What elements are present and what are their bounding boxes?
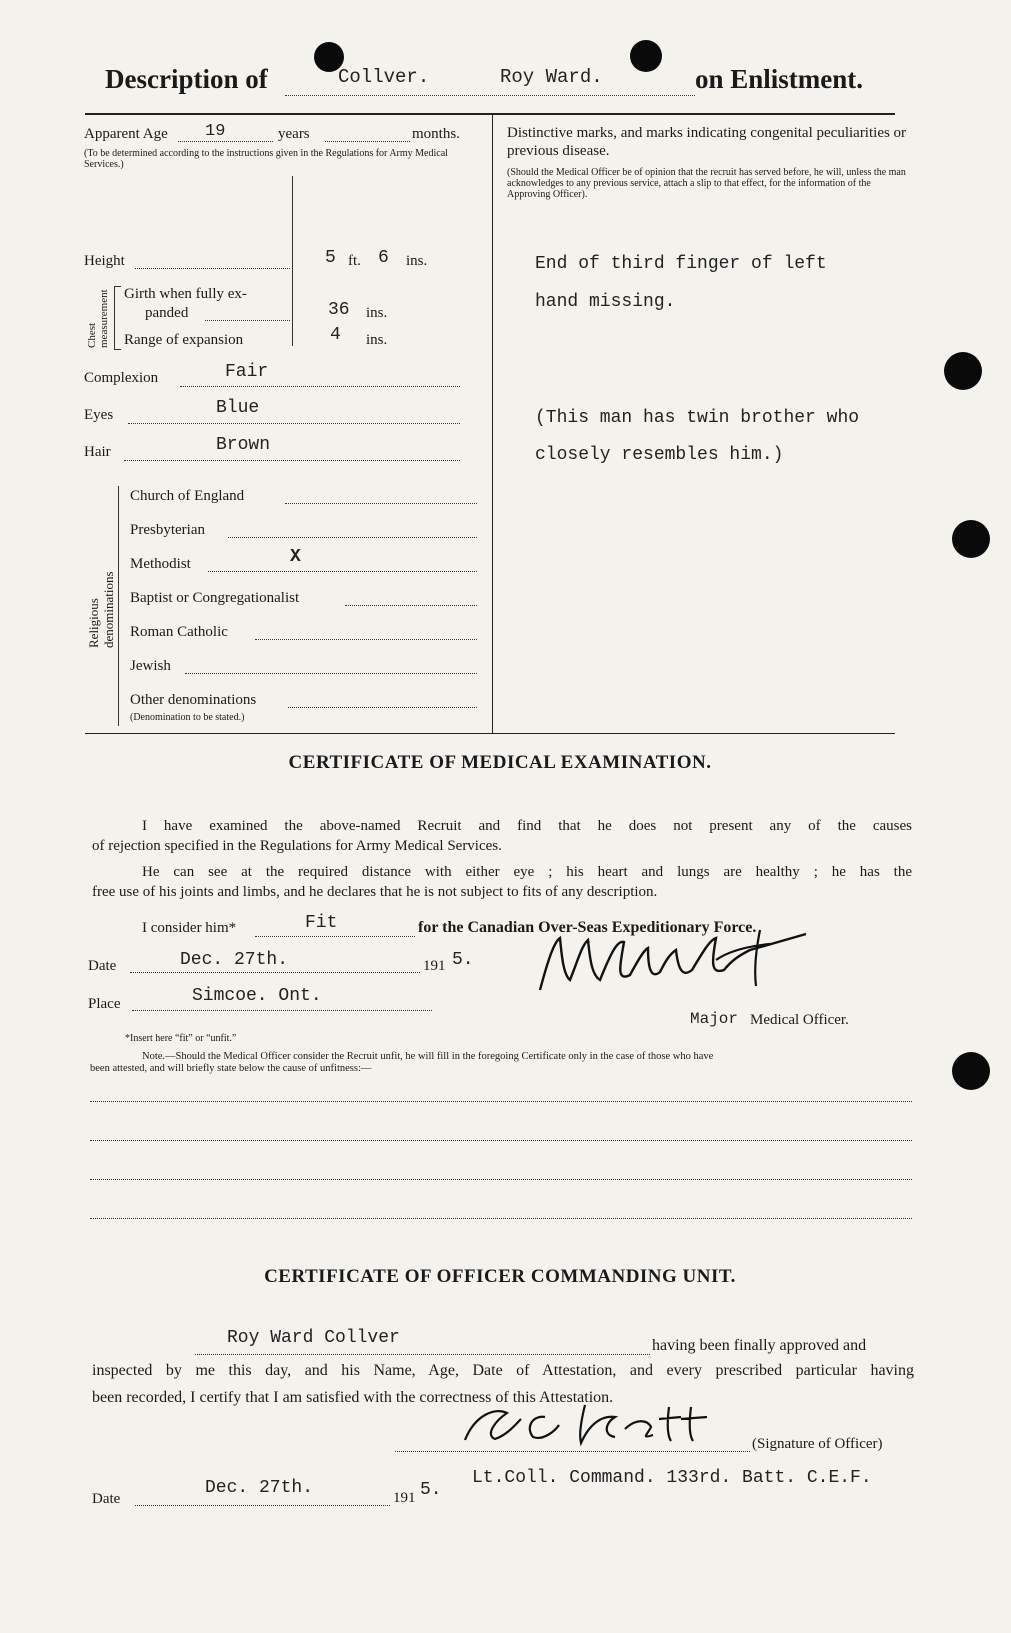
fit-value: Fit xyxy=(305,913,338,933)
top-rule xyxy=(85,113,895,115)
girth-value: 36 xyxy=(328,300,350,320)
fit-line xyxy=(255,936,415,937)
eyes-value: Blue xyxy=(216,398,260,418)
age-note: (To be determined according to the instructions given in the Regulations for Army Medical Services.) xyxy=(84,148,448,170)
punch-hole xyxy=(630,40,662,72)
hair-line xyxy=(124,460,460,461)
religion-item: Other denominations xyxy=(130,692,257,708)
unfitness-line xyxy=(90,1101,912,1102)
commanding-year-prefix: 191 xyxy=(393,1490,416,1506)
height-label: Height xyxy=(84,253,125,269)
medical-date-value: Dec. 27th. xyxy=(180,950,289,970)
religion-item: Church of England xyxy=(130,488,245,504)
religion-line xyxy=(288,707,477,708)
age-months-line xyxy=(325,141,410,142)
girth-label-1: Girth when fully ex- xyxy=(124,286,247,302)
place-value: Simcoe. Ont. xyxy=(192,986,322,1006)
officer-rank: Major xyxy=(690,1010,739,1028)
unfitness-line xyxy=(90,1140,912,1141)
months-label: months. xyxy=(412,126,460,142)
commanding-title: CERTIFICATE OF OFFICER COMMANDING UNIT. xyxy=(264,1266,736,1287)
unfitness-line xyxy=(90,1218,912,1219)
methodist-mark: X xyxy=(290,547,301,567)
girth-ins-label: ins. xyxy=(366,305,388,321)
marks-line-1: End of third finger of left xyxy=(535,254,827,274)
age-years-line xyxy=(178,141,273,142)
commanding-name-value: Roy Ward Collver xyxy=(227,1328,400,1348)
punch-hole xyxy=(944,352,982,390)
ins-label: ins. xyxy=(406,253,428,269)
eyes-line xyxy=(128,423,460,424)
medical-note-b: been attested, and will briefly state below the cause of unfitness:— xyxy=(90,1063,372,1074)
commanding-line-2: inspected by me this day, and his Name, Age, Date of Attestation, and every prescribed particular having xyxy=(92,1362,914,1379)
religion-line xyxy=(255,639,477,640)
medical-title: CERTIFICATE OF MEDICAL EXAMINATION. xyxy=(288,752,712,773)
years-label: years xyxy=(278,126,310,142)
header-given-names: Roy Ward. xyxy=(500,66,603,88)
medical-date-line xyxy=(130,972,420,973)
force-text: for the Canadian Over-Seas Expeditionary Force. xyxy=(418,919,757,936)
age-years-value: 19 xyxy=(205,122,226,141)
consider-label: I consider him* xyxy=(142,920,237,936)
medical-para-1b: of rejection specified in the Regulations for Army Medical Services. xyxy=(92,838,502,854)
punch-hole xyxy=(952,1052,990,1090)
commanding-date-value: Dec. 27th. xyxy=(205,1478,314,1498)
height-box-left xyxy=(292,176,293,346)
column-divider xyxy=(492,113,493,733)
height-in-value: 6 xyxy=(378,248,389,268)
marks-line-2: hand missing. xyxy=(535,292,676,312)
height-label-line xyxy=(135,268,290,269)
religion-line xyxy=(185,673,477,674)
religion-item: Jewish xyxy=(130,658,171,674)
religion-line xyxy=(285,503,477,504)
religion-line xyxy=(208,571,477,572)
religion-item: Methodist xyxy=(130,556,191,572)
marks-note: (Should the Medical Officer be of opinion that the recruit has served before, he will, unless the man acknowledges to any previous service, attach a slip to that effect, for the information of the Approving Officer). xyxy=(507,167,906,200)
commanding-year-digit: 5. xyxy=(420,1480,442,1500)
place-label: Place xyxy=(88,996,121,1012)
commanding-title-typed: Lt.Coll. Command. 133rd. Batt. C.E.F. xyxy=(472,1468,872,1488)
commanding-date-line xyxy=(135,1505,390,1506)
header-underline xyxy=(285,95,695,96)
girth-label-2: panded xyxy=(145,305,189,321)
complexion-line xyxy=(180,386,460,387)
complexion-label: Complexion xyxy=(84,370,159,386)
religion-item: Baptist or Congregationalist xyxy=(130,590,300,606)
medical-officer-signature xyxy=(520,920,850,1010)
place-line xyxy=(132,1010,432,1011)
commanding-officer-signature xyxy=(455,1395,755,1455)
age-label: Apparent Age xyxy=(84,126,168,142)
range-ins-label: ins. xyxy=(366,332,388,348)
hair-value: Brown xyxy=(216,435,271,455)
medical-date-label: Date xyxy=(88,958,117,974)
name-line xyxy=(195,1354,650,1355)
marks-line-4: closely resembles him.) xyxy=(535,445,784,465)
section-rule xyxy=(85,733,895,734)
religion-label: Religious denominations xyxy=(86,571,116,648)
medical-year-digit: 5. xyxy=(452,950,474,970)
punch-hole xyxy=(952,520,990,558)
complexion-value: Fair xyxy=(225,362,269,382)
religion-item: Roman Catholic xyxy=(130,624,228,640)
medical-note-a: Note.—Should the Medical Officer consider the Recruit unfit, he will fill in the foregoing Certificate only in the case of those who have xyxy=(142,1051,714,1062)
medical-year-prefix: 191 xyxy=(423,958,446,974)
range-label: Range of expansion xyxy=(124,332,244,348)
commanding-date-label: Date xyxy=(92,1491,121,1507)
header-suffix: on Enlistment. xyxy=(695,64,864,94)
girth-label-line xyxy=(205,320,290,321)
ft-label: ft. xyxy=(348,253,361,269)
medical-para-1a: I have examined the above-named Recruit and find that he does not present any of the causes xyxy=(142,818,912,834)
commanding-line-3: been recorded, I certify that I am satisfied with the correctness of this Attestation. xyxy=(92,1389,614,1406)
header-prefix: Description of xyxy=(105,64,268,94)
range-value: 4 xyxy=(330,325,341,345)
medical-para-2b: free use of his joints and limbs, and he declares that he is not subject to fits of any description. xyxy=(92,884,658,900)
marks-heading: Distinctive marks, and marks indicating congenital peculiarities or previous disease. xyxy=(507,125,907,159)
header-surname: Collver. xyxy=(338,66,430,88)
commanding-line-1-tail: having been finally approved and xyxy=(652,1337,867,1354)
signature-line xyxy=(395,1451,750,1452)
medical-officer-label: Medical Officer. xyxy=(750,1012,849,1028)
religion-item: Presbyterian xyxy=(130,522,205,538)
other-denomination-note: (Denomination to be stated.) xyxy=(130,712,245,723)
hair-label: Hair xyxy=(84,444,111,460)
marks-line-3: (This man has twin brother who xyxy=(535,408,860,428)
religion-line xyxy=(228,537,477,538)
religion-line xyxy=(345,605,477,606)
signature-of-officer-label: (Signature of Officer) xyxy=(752,1436,883,1452)
insert-note: *Insert here “fit” or “unfit.” xyxy=(125,1033,237,1044)
religion-brace xyxy=(118,486,119,726)
chest-brace xyxy=(114,286,121,350)
chest-label: Chest measurement xyxy=(86,289,110,348)
height-ft-value: 5 xyxy=(325,248,336,268)
medical-para-2a: He can see at the required distance with either eye ; his heart and lungs are healthy ; he has the xyxy=(142,864,912,880)
eyes-label: Eyes xyxy=(84,407,114,423)
unfitness-line xyxy=(90,1179,912,1180)
